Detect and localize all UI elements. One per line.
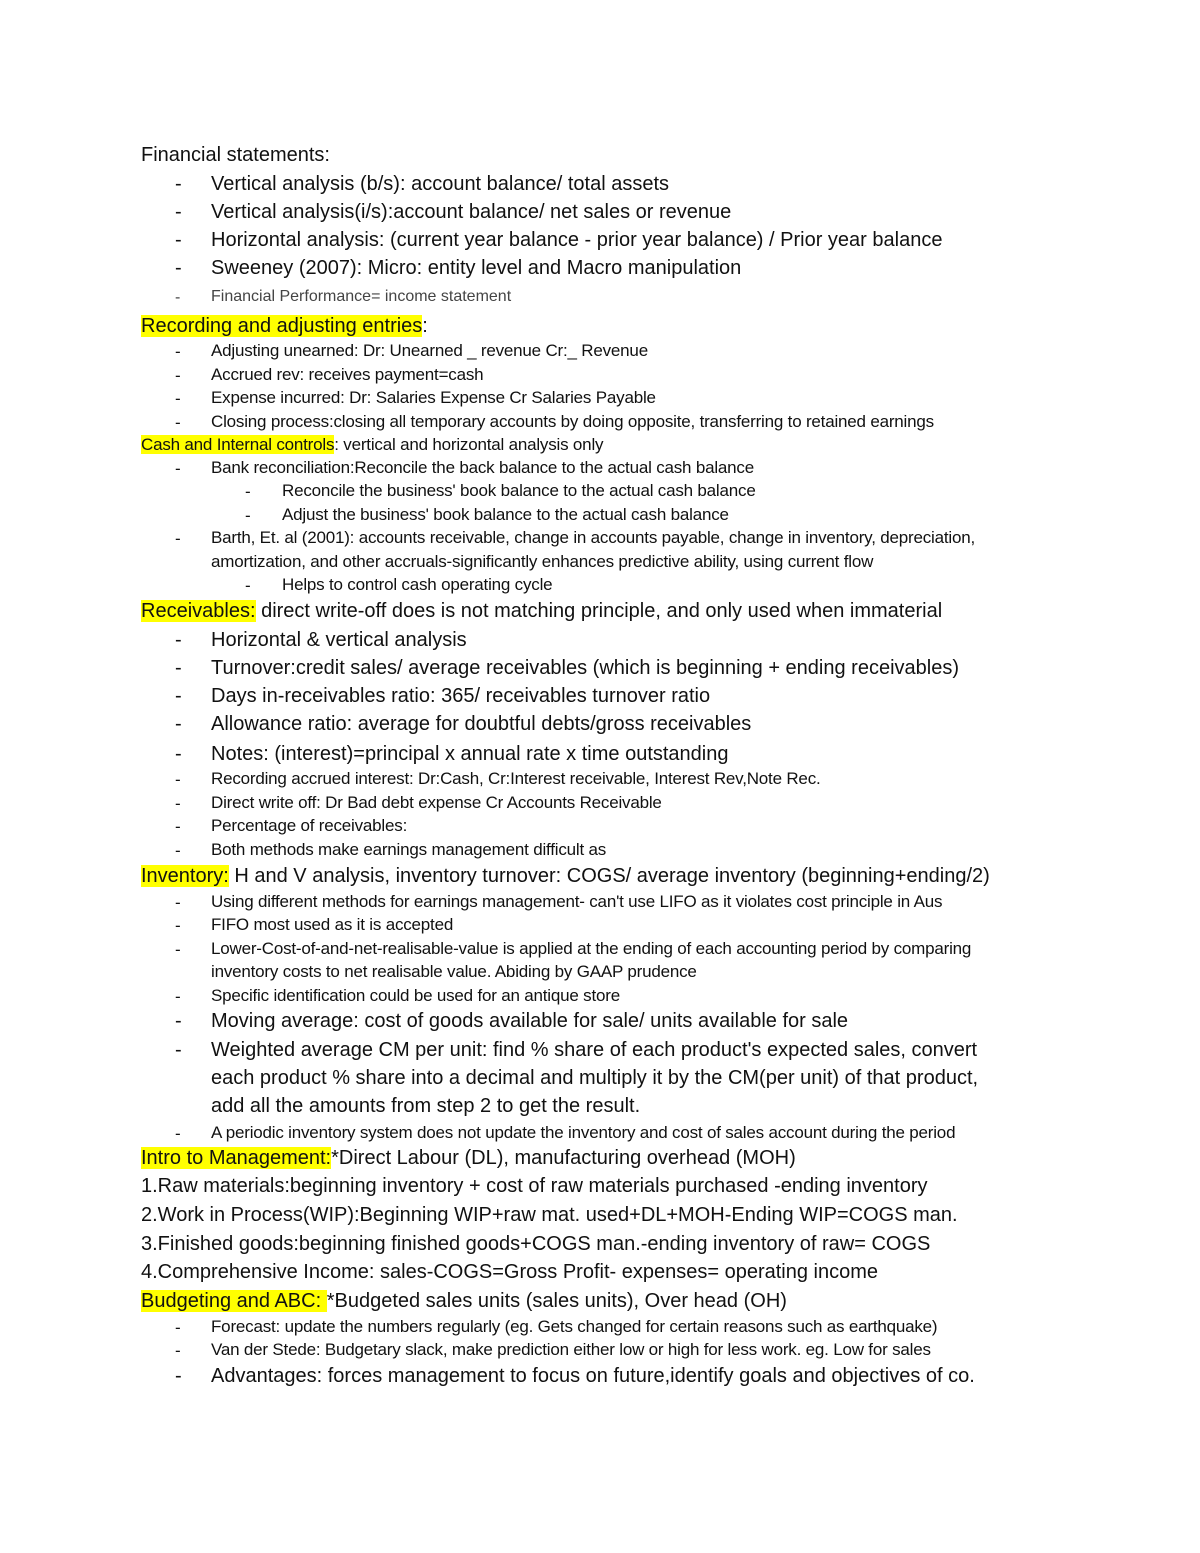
- list-item: Vertical analysis(i/s):account balance/ net sales or revenue: [211, 201, 732, 223]
- list-item: Percentage of receivables:: [211, 816, 408, 835]
- list-item: Vertical analysis (b/s): account balance/ total assets: [211, 173, 670, 195]
- bullet-dash: -: [175, 987, 181, 1006]
- list-item: Reconcile the business' book balance to the actual cash balance: [282, 481, 756, 500]
- list-item: Specific identification could be used for an antique store: [211, 986, 620, 1005]
- bullet-dash: -: [175, 1341, 181, 1360]
- list-item: Expense incurred: Dr: Salaries Expense Cr Salaries Payable: [211, 388, 656, 407]
- numbered-item: 2.Work in Process(WIP):Beginning WIP+raw mat. used+DL+MOH-Ending WIP=COGS man.: [141, 1204, 958, 1226]
- list-item: Direct write off: Dr Bad debt expense Cr Accounts Receivable: [211, 793, 662, 812]
- bullet-dash: -: [245, 482, 251, 501]
- section-heading-cash: Cash and Internal controls: vertical and horizontal analysis only: [141, 435, 604, 454]
- bullet-dash: -: [175, 916, 181, 935]
- list-item: Days in-receivables ratio: 365/ receivables turnover ratio: [211, 685, 711, 707]
- section-heading-financial-statements: Financial statements:: [141, 144, 330, 166]
- bullet-dash: -: [175, 713, 182, 735]
- list-item: Weighted average CM per unit: find % share of each product's expected sales, convert: [211, 1039, 978, 1061]
- section-heading-recording: Recording and adjusting entries:: [141, 315, 428, 337]
- list-item: Adjusting unearned: Dr: Unearned _ revenue Cr:_ Revenue: [211, 341, 648, 360]
- list-item: Lower-Cost-of-and-net-realisable-value is applied at the ending of each accounting period by comparing: [211, 939, 972, 958]
- highlighted-heading: Recording and adjusting entries: [141, 315, 423, 337]
- bullet-dash: -: [245, 506, 251, 525]
- list-item: Forecast: update the numbers regularly (eg. Gets changed for certain reasons such as earthquake): [211, 1317, 938, 1336]
- bullet-dash: -: [175, 1318, 181, 1337]
- list-item: Allowance ratio: average for doubtful debts/gross receivables: [211, 713, 752, 735]
- list-item: A periodic inventory system does not update the inventory and cost of sales account during the period: [211, 1123, 956, 1142]
- section-heading-budgeting: Budgeting and ABC: *Budgeted sales units (sales units), Over head (OH): [141, 1290, 787, 1312]
- bullet-dash: -: [175, 366, 181, 385]
- bullet-dash: -: [175, 413, 181, 432]
- list-item-continuation: add all the amounts from step 2 to get the result.: [211, 1095, 641, 1117]
- bullet-dash: -: [175, 940, 181, 959]
- bullet-dash: -: [175, 1365, 182, 1387]
- bullet-dash: -: [175, 1039, 182, 1061]
- bullet-dash: -: [175, 459, 181, 478]
- bullet-dash: -: [175, 257, 182, 279]
- list-item: Adjust the business' book balance to the actual cash balance: [282, 505, 729, 524]
- list-item: Recording accrued interest: Dr:Cash, Cr:Interest receivable, Interest Rev,Note Rec.: [211, 769, 821, 788]
- list-item: Helps to control cash operating cycle: [282, 575, 553, 594]
- list-item: Bank reconciliation:Reconcile the back balance to the actual cash balance: [211, 458, 754, 477]
- bullet-dash: -: [175, 770, 181, 789]
- list-item: Horizontal & vertical analysis: [211, 629, 467, 651]
- numbered-item: 3.Finished goods:beginning finished goods+COGS man.-ending inventory of raw= COGS: [141, 1233, 931, 1255]
- list-item-continuation: amortization, and other accruals-significantly enhances predictive ability, using current flow: [211, 552, 874, 571]
- list-item: Moving average: cost of goods available for sale/ units available for sale: [211, 1010, 849, 1032]
- list-item-continuation: inventory costs to net realisable value. Abiding by GAAP prudence: [211, 962, 697, 981]
- highlighted-heading: Intro to Management:: [141, 1147, 332, 1169]
- numbered-item: 4.Comprehensive Income: sales-COGS=Gross Profit- expenses= operating income: [141, 1261, 879, 1283]
- highlighted-heading: Budgeting and ABC:: [141, 1290, 327, 1312]
- list-item: Notes: (interest)=principal x annual rate x time outstanding: [211, 743, 729, 765]
- list-item: Barth, Et. al (2001): accounts receivable, change in accounts payable, change in inventory, depreciation,: [211, 528, 975, 547]
- bullet-dash: -: [175, 529, 181, 548]
- bullet-dash: -: [175, 841, 181, 860]
- list-item: Financial Performance= income statement: [211, 288, 512, 305]
- list-item: Using different methods for earnings management- can't use LIFO as it violates cost principle in Aus: [211, 892, 943, 911]
- section-heading-management: Intro to Management:*Direct Labour (DL), manufacturing overhead (MOH): [141, 1147, 796, 1169]
- bullet-dash: -: [175, 685, 182, 707]
- numbered-item: 1.Raw materials:beginning inventory + cost of raw materials purchased -ending inventory: [141, 1175, 928, 1197]
- bullet-dash: -: [175, 794, 181, 813]
- list-item: Turnover:credit sales/ average receivables (which is beginning + ending receivables): [211, 657, 959, 679]
- list-item: Advantages: forces management to focus on future,identify goals and objectives of co.: [211, 1365, 975, 1387]
- highlighted-heading: Receivables:: [141, 600, 256, 622]
- bullet-dash: -: [175, 173, 182, 195]
- highlighted-heading: Cash and Internal controls: [141, 435, 335, 454]
- list-item-continuation: each product % share into a decimal and multiply it by the CM(per unit) of that product,: [211, 1067, 979, 1089]
- list-item: Both methods make earnings management difficult as: [211, 840, 607, 859]
- list-item: Sweeney (2007): Micro: entity level and Macro manipulation: [211, 257, 742, 279]
- list-item: Closing process:closing all temporary accounts by doing opposite, transferring to retained earnings: [211, 412, 934, 431]
- list-item: FIFO most used as it is accepted: [211, 915, 454, 934]
- bullet-dash: -: [175, 229, 182, 251]
- section-heading-inventory: Inventory: H and V analysis, inventory turnover: COGS/ average inventory (beginning+ending/2): [141, 865, 990, 887]
- highlighted-heading: Inventory:: [141, 865, 229, 887]
- bullet-dash: -: [175, 817, 181, 836]
- bullet-dash: -: [175, 1124, 181, 1143]
- list-item: Van der Stede: Budgetary slack, make prediction either low or high for less work. eg. Low for sales: [211, 1340, 931, 1359]
- bullet-dash: -: [175, 629, 182, 651]
- list-item: Horizontal analysis: (current year balance - prior year balance) / Prior year balance: [211, 229, 943, 251]
- list-item: Accrued rev: receives payment=cash: [211, 365, 484, 384]
- bullet-dash: -: [175, 1010, 182, 1032]
- bullet-dash: -: [175, 201, 182, 223]
- bullet-dash: -: [175, 657, 182, 679]
- bullet-dash: -: [175, 289, 181, 306]
- bullet-dash: -: [175, 342, 181, 361]
- section-heading-receivables: Receivables: direct write-off does is not matching principle, and only used when immaterial: [141, 600, 943, 622]
- bullet-dash: -: [175, 743, 182, 765]
- bullet-dash: -: [245, 576, 251, 595]
- bullet-dash: -: [175, 389, 181, 408]
- bullet-dash: -: [175, 893, 181, 912]
